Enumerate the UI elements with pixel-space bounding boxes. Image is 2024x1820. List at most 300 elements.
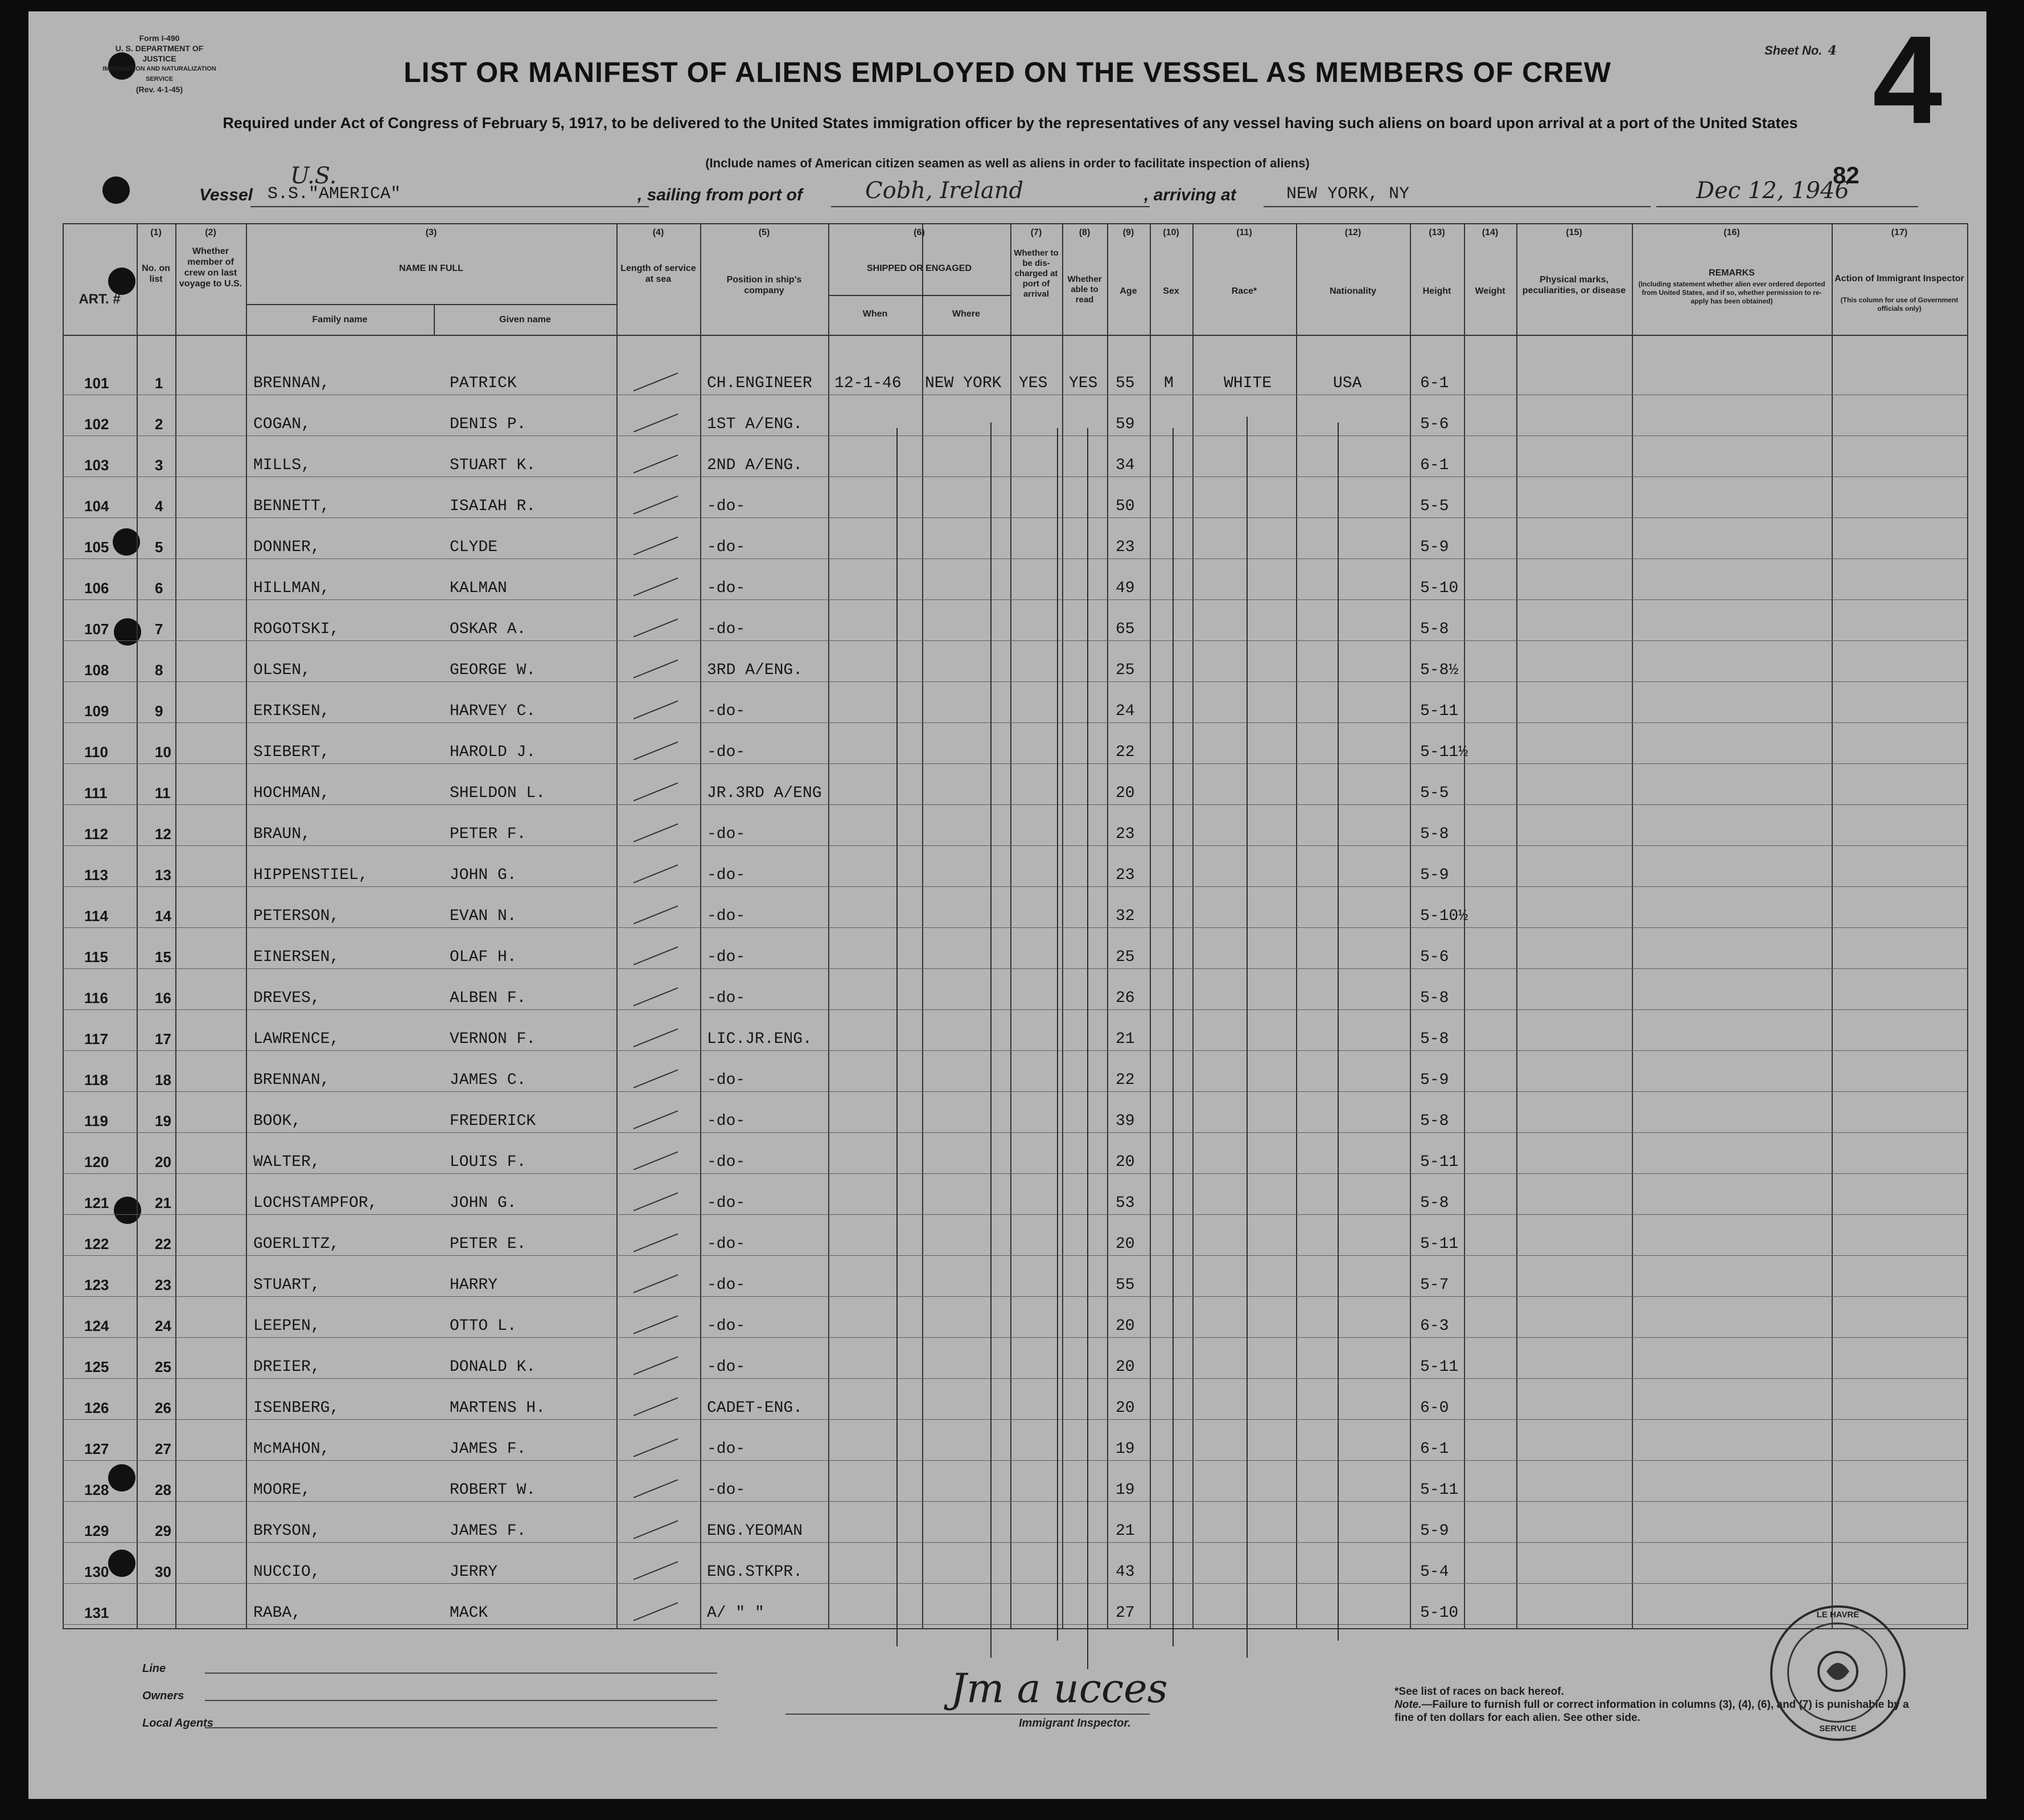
cell-no: 1 bbox=[155, 375, 163, 392]
shipped-subheader-line bbox=[828, 295, 1010, 296]
cell-height: 5-8 bbox=[1420, 989, 1449, 1007]
cell-given: MARTENS H. bbox=[450, 1399, 546, 1417]
col9-num: (9) bbox=[1122, 228, 1134, 237]
table-row bbox=[63, 641, 1967, 682]
table-row bbox=[63, 1133, 1967, 1174]
cell-family: DONNER, bbox=[253, 539, 320, 556]
cell-discharged: YES bbox=[1019, 375, 1048, 392]
cell-height: 6-1 bbox=[1420, 457, 1449, 474]
cell-age: 19 bbox=[1116, 1481, 1135, 1499]
service-tick-mark bbox=[633, 1028, 678, 1047]
name-split-line bbox=[434, 304, 435, 335]
cell-age: 20 bbox=[1116, 1399, 1135, 1417]
cell-position: -do- bbox=[707, 1317, 746, 1335]
cell-height: 6-3 bbox=[1420, 1317, 1449, 1335]
col17-num: (17) bbox=[1891, 228, 1908, 237]
cell-family: BOOK, bbox=[253, 1112, 302, 1130]
cell-no: 9 bbox=[155, 702, 163, 720]
service-tick-mark bbox=[633, 1315, 678, 1334]
table-row bbox=[63, 805, 1967, 846]
service-tick-mark bbox=[633, 1397, 678, 1416]
service-tick-mark bbox=[633, 413, 678, 432]
col12-num: (12) bbox=[1344, 228, 1361, 237]
col1-header: No. on list bbox=[142, 264, 170, 284]
table-row bbox=[63, 354, 1967, 395]
cell-family: DREVES, bbox=[253, 989, 320, 1007]
cell-position: -do- bbox=[707, 1153, 746, 1171]
cell-art: 127 bbox=[84, 1440, 109, 1457]
cell-art: 129 bbox=[84, 1522, 109, 1539]
table-row bbox=[63, 1543, 1967, 1584]
col15-header: Physical marks, peculiarities, or disease bbox=[1522, 275, 1626, 295]
table-row bbox=[63, 682, 1967, 723]
cell-position: ENG.YEOMAN bbox=[707, 1522, 803, 1540]
service-tick-mark bbox=[633, 454, 678, 473]
cell-position: -do- bbox=[707, 1112, 746, 1130]
cell-age: 20 bbox=[1116, 784, 1135, 802]
cell-position: -do- bbox=[707, 1071, 746, 1089]
cell-where: NEW YORK bbox=[925, 375, 1002, 392]
note-label: Note. bbox=[1394, 1699, 1422, 1711]
cell-no: 22 bbox=[155, 1235, 171, 1252]
service-tick-mark bbox=[633, 1438, 678, 1457]
cell-no: 16 bbox=[155, 989, 171, 1006]
cell-height: 5-4 bbox=[1420, 1563, 1449, 1581]
cell-given: OSKAR A. bbox=[450, 621, 526, 638]
cell-given: ISAIAH R. bbox=[450, 498, 536, 515]
cell-no: 24 bbox=[155, 1317, 171, 1334]
cell-sex: M bbox=[1164, 375, 1174, 392]
header-bottom-border bbox=[63, 335, 1967, 336]
cell-no: 2 bbox=[155, 416, 163, 433]
service-tick-mark bbox=[633, 1110, 678, 1129]
cell-art: 106 bbox=[84, 580, 109, 597]
col2-header: Whether member of crew on last voyage to U.S. bbox=[179, 246, 242, 289]
cell-family: COGAN, bbox=[253, 416, 311, 433]
col3b-header: Given name bbox=[499, 315, 551, 324]
cell-position: -do- bbox=[707, 702, 746, 720]
agents-underline bbox=[205, 1727, 717, 1728]
cell-family: GOERLITZ, bbox=[253, 1235, 340, 1253]
cell-art: 118 bbox=[84, 1071, 108, 1088]
ditto-mark bbox=[1338, 422, 1339, 1641]
cell-art: 101 bbox=[84, 375, 109, 392]
cell-position: -do- bbox=[707, 1276, 746, 1294]
cell-family: WALTER, bbox=[253, 1153, 320, 1171]
cell-height: 5-11½ bbox=[1420, 743, 1468, 761]
cell-given: ROBERT W. bbox=[450, 1481, 536, 1499]
cell-art: 126 bbox=[84, 1399, 109, 1416]
cell-height: 5-5 bbox=[1420, 498, 1449, 515]
cell-height: 5-10 bbox=[1420, 1604, 1459, 1622]
cell-age: 21 bbox=[1116, 1030, 1135, 1048]
cell-family: LAWRENCE, bbox=[253, 1030, 340, 1048]
cell-position: -do- bbox=[707, 989, 746, 1007]
service-tick-mark bbox=[633, 1274, 678, 1293]
cell-family: ISENBERG, bbox=[253, 1399, 340, 1417]
sheet-big-number: 4 bbox=[1873, 11, 1943, 150]
cell-given: KALMAN bbox=[450, 580, 507, 597]
table-row bbox=[63, 1092, 1967, 1133]
col3-num: (3) bbox=[425, 228, 437, 237]
service-tick-mark bbox=[633, 659, 678, 678]
col11-header: Race* bbox=[1231, 286, 1257, 296]
cell-position: 2ND A/ENG. bbox=[707, 457, 803, 474]
service-tick-mark bbox=[633, 987, 678, 1006]
cell-no: 3 bbox=[155, 457, 163, 474]
service-tick-mark bbox=[633, 946, 678, 965]
cell-nationality: USA bbox=[1333, 375, 1362, 392]
table-row bbox=[63, 1215, 1967, 1256]
col10-num: (10) bbox=[1163, 228, 1179, 237]
col8-header: Whether able to read bbox=[1067, 274, 1102, 305]
cell-family: HIPPENSTIEL, bbox=[253, 866, 368, 884]
col15-num: (15) bbox=[1566, 228, 1582, 237]
cell-position: -do- bbox=[707, 1440, 746, 1458]
cell-no: 13 bbox=[155, 866, 171, 884]
cell-no: 28 bbox=[155, 1481, 171, 1498]
art-header: ART. # bbox=[79, 291, 121, 307]
service-tick-mark bbox=[633, 1151, 678, 1170]
punch-hole bbox=[102, 176, 130, 204]
cell-family: BRENNAN, bbox=[253, 1071, 330, 1089]
agents-field bbox=[142, 1717, 213, 1730]
race-note: *See list of races on back hereof. bbox=[1394, 1686, 1564, 1698]
service-tick-mark bbox=[633, 577, 678, 596]
service-tick-mark bbox=[633, 823, 678, 842]
sailing-port: Cobh, Ireland bbox=[865, 178, 1024, 204]
cell-no: 10 bbox=[155, 743, 171, 761]
table-row bbox=[63, 928, 1967, 969]
port-stamp bbox=[1770, 1605, 1906, 1741]
cell-height: 5-8 bbox=[1420, 621, 1449, 638]
cell-art: 131 bbox=[84, 1604, 109, 1621]
col6-header: SHIPPED OR ENGAGED bbox=[866, 264, 972, 273]
table-row bbox=[63, 1379, 1967, 1420]
ditto-mark bbox=[1247, 417, 1248, 1658]
service-tick-mark bbox=[633, 1356, 678, 1375]
cell-position: -do- bbox=[707, 1235, 746, 1253]
cell-height: 5-11 bbox=[1420, 1481, 1459, 1499]
cell-given: JOHN G. bbox=[450, 866, 517, 884]
manifest-rows bbox=[63, 354, 1967, 1628]
cell-no: 25 bbox=[155, 1358, 171, 1375]
table-row bbox=[63, 1010, 1967, 1051]
inspector-label: Immigrant Inspector. bbox=[1019, 1717, 1131, 1729]
line-field bbox=[142, 1662, 166, 1675]
table-row bbox=[63, 887, 1967, 928]
table-row bbox=[63, 395, 1967, 436]
cell-age: 55 bbox=[1116, 375, 1135, 392]
table-top-border bbox=[63, 223, 1967, 224]
row-rule bbox=[63, 1624, 1967, 1625]
cell-height: 5-5 bbox=[1420, 784, 1449, 802]
sailing-underline bbox=[831, 206, 1150, 207]
vessel-label: Vessel bbox=[199, 186, 253, 204]
col5-header: Position in ship's company bbox=[726, 275, 802, 295]
cell-age: 26 bbox=[1116, 989, 1135, 1007]
col16-header: REMARKS bbox=[1709, 268, 1755, 278]
ditto-mark bbox=[896, 428, 898, 1646]
cell-no: 29 bbox=[155, 1522, 171, 1539]
cell-given: PATRICK bbox=[450, 375, 517, 392]
cell-art: 109 bbox=[84, 702, 109, 720]
cell-art: 104 bbox=[84, 498, 109, 515]
service-tick-mark bbox=[633, 1479, 678, 1498]
include-notice: (Include names of American citizen seamen as well as aliens in order to facilitate inspection of aliens) bbox=[705, 156, 1310, 170]
cell-art: 113 bbox=[84, 866, 108, 884]
cell-height: 5-8 bbox=[1420, 1030, 1449, 1048]
stamp-bottom-text: SERVICE bbox=[1819, 1724, 1857, 1733]
cell-age: 25 bbox=[1116, 662, 1135, 679]
cell-family: HOCHMAN, bbox=[253, 784, 330, 802]
ditto-mark bbox=[1173, 428, 1174, 1646]
cell-no: 6 bbox=[155, 580, 163, 597]
cell-family: BENNETT, bbox=[253, 498, 330, 515]
cell-position: -do- bbox=[707, 866, 746, 884]
cell-position: -do- bbox=[707, 539, 746, 556]
stamp-emblem-icon bbox=[1772, 1608, 1903, 1739]
cell-age: 27 bbox=[1116, 1604, 1135, 1622]
service-tick-mark bbox=[633, 741, 678, 760]
cell-family: STUART, bbox=[253, 1276, 320, 1294]
cell-height: 6-1 bbox=[1420, 1440, 1449, 1458]
col7-header: Whether to be dis-charged at port of arrival bbox=[1014, 248, 1059, 299]
cell-family: DREIER, bbox=[253, 1358, 320, 1376]
col17-subheader: (This column for use of Government officials only) bbox=[1840, 296, 1959, 313]
vessel-name: S.S."AMERICA" bbox=[268, 184, 401, 204]
cell-age: 23 bbox=[1116, 866, 1135, 884]
col6b-header: Where bbox=[952, 309, 980, 319]
service-tick-mark bbox=[633, 1233, 678, 1252]
table-row bbox=[63, 1297, 1967, 1338]
cell-given: MACK bbox=[450, 1604, 488, 1622]
cell-age: 34 bbox=[1116, 457, 1135, 474]
cell-age: 23 bbox=[1116, 539, 1135, 556]
form-dept: U. S. DEPARTMENT OF JUSTICE bbox=[115, 44, 204, 63]
col6-num: (6) bbox=[914, 228, 925, 237]
cell-family: BRAUN, bbox=[253, 825, 311, 843]
cell-family: BRENNAN, bbox=[253, 375, 330, 392]
service-tick-mark bbox=[633, 1520, 678, 1539]
cell-when: 12-1-46 bbox=[834, 375, 902, 392]
cell-family: ROGOTSKI, bbox=[253, 621, 340, 638]
cell-no: 17 bbox=[155, 1030, 171, 1047]
cell-no: 11 bbox=[155, 784, 171, 802]
col6a-header: When bbox=[862, 309, 888, 319]
cell-art: 124 bbox=[84, 1317, 109, 1334]
table-row bbox=[63, 846, 1967, 887]
sheet-number bbox=[1764, 43, 1837, 58]
cell-position: -do- bbox=[707, 743, 746, 761]
cell-given: STUART K. bbox=[450, 457, 536, 474]
cell-no: 4 bbox=[155, 498, 163, 515]
note-text: —Failure to furnish full or correct information in columns (3), (4), (6), and (7) is punishable by a fine of ten dollars for each alien. See other side. bbox=[1394, 1699, 1909, 1724]
cell-art: 122 bbox=[84, 1235, 109, 1252]
service-tick-mark bbox=[633, 905, 678, 924]
table-row bbox=[63, 764, 1967, 805]
col13-num: (13) bbox=[1429, 228, 1445, 237]
cell-family: ERIKSEN, bbox=[253, 702, 330, 720]
cell-art: 116 bbox=[84, 989, 108, 1006]
cell-art: 111 bbox=[84, 784, 108, 802]
cell-given: JAMES F. bbox=[450, 1522, 526, 1540]
cell-height: 5-11 bbox=[1420, 1358, 1459, 1376]
cell-art: 112 bbox=[84, 825, 108, 843]
cell-age: 22 bbox=[1116, 1071, 1135, 1089]
ditto-mark bbox=[1087, 428, 1088, 1669]
cell-given: PETER E. bbox=[450, 1235, 526, 1253]
table-row bbox=[63, 518, 1967, 559]
table-row bbox=[63, 1338, 1967, 1379]
cell-age: 32 bbox=[1116, 907, 1135, 925]
document-title: LIST OR MANIFEST OF ALIENS EMPLOYED ON THE VESSEL AS MEMBERS OF CREW bbox=[404, 56, 1611, 88]
col16-subheader: (Including statement whether alien ever ordered deported from United States, and if so, whether permission to re-apply has been obtained) bbox=[1638, 280, 1825, 305]
service-tick-mark bbox=[633, 1192, 678, 1211]
cell-position: 3RD A/ENG. bbox=[707, 662, 803, 679]
cell-position: -do- bbox=[707, 948, 746, 966]
col7-num: (7) bbox=[1030, 228, 1042, 237]
cell-given: HAROLD J. bbox=[450, 743, 536, 761]
cell-position: -do- bbox=[707, 825, 746, 843]
table-row bbox=[63, 1051, 1967, 1092]
cell-age: 24 bbox=[1116, 702, 1135, 720]
cell-no: 21 bbox=[155, 1194, 171, 1211]
col16-num: (16) bbox=[1723, 228, 1740, 237]
cell-no: 12 bbox=[155, 825, 171, 843]
sheet-label: Sheet No. bbox=[1764, 43, 1823, 57]
table-row bbox=[63, 723, 1967, 764]
table-row bbox=[63, 1502, 1967, 1543]
cell-height: 5-7 bbox=[1420, 1276, 1449, 1294]
cell-position: CH.ENGINEER bbox=[707, 375, 812, 392]
cell-given: JERRY bbox=[450, 1563, 498, 1581]
cell-given: OTTO L. bbox=[450, 1317, 517, 1335]
col11-num: (11) bbox=[1236, 228, 1252, 237]
cell-no: 7 bbox=[155, 621, 163, 638]
vessel-handwritten-prefix: U.S. bbox=[290, 163, 337, 189]
service-tick-mark bbox=[633, 864, 678, 883]
cell-position: A/ " " bbox=[707, 1604, 764, 1622]
cell-given: SHELDON L. bbox=[450, 784, 546, 802]
ditto-mark bbox=[1057, 428, 1058, 1641]
cell-no: 20 bbox=[155, 1153, 171, 1170]
cell-height: 5-10 bbox=[1420, 580, 1459, 597]
cell-given: JAMES C. bbox=[450, 1071, 526, 1089]
cell-age: 50 bbox=[1116, 498, 1135, 515]
cell-age: 49 bbox=[1116, 580, 1135, 597]
cell-no: 15 bbox=[155, 948, 171, 966]
service-tick-mark bbox=[633, 700, 678, 719]
col3a-header: Family name bbox=[312, 315, 368, 324]
col17-header: Action of Immigrant Inspector bbox=[1834, 274, 1964, 284]
cell-no: 5 bbox=[155, 539, 163, 556]
cell-position: -do- bbox=[707, 1194, 746, 1212]
col5-num: (5) bbox=[758, 228, 770, 237]
cell-art: 128 bbox=[84, 1481, 109, 1498]
cell-read: YES bbox=[1069, 375, 1098, 392]
table-row bbox=[63, 477, 1967, 518]
cell-family: NUCCIO, bbox=[253, 1563, 320, 1581]
col1-num: (1) bbox=[150, 228, 162, 237]
col9-header: Age bbox=[1120, 286, 1137, 296]
cell-art: 102 bbox=[84, 416, 109, 433]
cell-family: HILLMAN, bbox=[253, 580, 330, 597]
service-tick-mark bbox=[633, 1561, 678, 1580]
service-tick-mark bbox=[633, 495, 678, 514]
cell-no: 26 bbox=[155, 1399, 171, 1416]
agents-label: Local Agents bbox=[142, 1717, 213, 1729]
cell-given: VERNON F. bbox=[450, 1030, 536, 1048]
cell-given: DENIS P. bbox=[450, 416, 526, 433]
cell-height: 5-9 bbox=[1420, 866, 1449, 884]
arriving-label: , arriving at bbox=[1144, 186, 1236, 204]
col10-header: Sex bbox=[1163, 286, 1179, 296]
cell-age: 55 bbox=[1116, 1276, 1135, 1294]
cell-height: 5-11 bbox=[1420, 1235, 1459, 1253]
cell-position: 1ST A/ENG. bbox=[707, 416, 803, 433]
col8-num: (8) bbox=[1079, 228, 1091, 237]
cell-height: 5-6 bbox=[1420, 416, 1449, 433]
col4-num: (4) bbox=[652, 228, 664, 237]
date-underline bbox=[1656, 206, 1918, 207]
table-row bbox=[63, 1461, 1967, 1502]
cell-art: 130 bbox=[84, 1563, 109, 1580]
cell-family: SIEBERT, bbox=[253, 743, 330, 761]
owners-underline bbox=[205, 1700, 717, 1701]
cell-given: JOHN G. bbox=[450, 1194, 517, 1212]
cell-no: 8 bbox=[155, 662, 163, 679]
cell-art: 103 bbox=[84, 457, 109, 474]
service-tick-mark bbox=[633, 1602, 678, 1621]
cell-height: 5-8½ bbox=[1420, 662, 1459, 679]
cell-given: JAMES F. bbox=[450, 1440, 526, 1458]
table-row bbox=[63, 1174, 1967, 1215]
cell-position: ENG.STKPR. bbox=[707, 1563, 803, 1581]
cell-art: 121 bbox=[84, 1194, 109, 1211]
name-subheader-line bbox=[246, 304, 616, 305]
cell-height: 5-8 bbox=[1420, 1112, 1449, 1130]
cell-age: 43 bbox=[1116, 1563, 1135, 1581]
cell-art: 107 bbox=[84, 621, 109, 638]
cell-position: JR.3RD A/ENG bbox=[707, 784, 822, 802]
cell-family: EINERSEN, bbox=[253, 948, 340, 966]
cell-given: FREDERICK bbox=[450, 1112, 536, 1130]
sailing-label: , sailing from port of bbox=[637, 186, 803, 204]
line-underline bbox=[205, 1673, 717, 1674]
signature-line bbox=[785, 1714, 1150, 1715]
cell-art: 125 bbox=[84, 1358, 109, 1375]
cell-height: 6-1 bbox=[1420, 375, 1449, 392]
service-tick-mark bbox=[633, 1069, 678, 1088]
cell-height: 5-9 bbox=[1420, 1522, 1449, 1540]
cell-position: LIC.JR.ENG. bbox=[707, 1030, 812, 1048]
cell-family: LEEPEN, bbox=[253, 1317, 320, 1335]
cell-art: 115 bbox=[84, 948, 108, 966]
cell-no: 30 bbox=[155, 1563, 171, 1580]
cell-height: 5-9 bbox=[1420, 539, 1449, 556]
cell-given: EVAN N. bbox=[450, 907, 517, 925]
table-row bbox=[63, 600, 1967, 641]
form-service: IMMIGRATION AND NATURALIZATION SERVICE bbox=[102, 65, 216, 83]
cell-height: 5-11 bbox=[1420, 1153, 1459, 1171]
page-mark: 82 bbox=[1833, 162, 1860, 188]
cell-no: 27 bbox=[155, 1440, 171, 1457]
cell-given: ALBEN F. bbox=[450, 989, 526, 1007]
cell-given: OLAF H. bbox=[450, 948, 517, 966]
cell-race: WHITE bbox=[1224, 375, 1272, 392]
stamp-top-text: LE HAVRE bbox=[1816, 1610, 1860, 1620]
